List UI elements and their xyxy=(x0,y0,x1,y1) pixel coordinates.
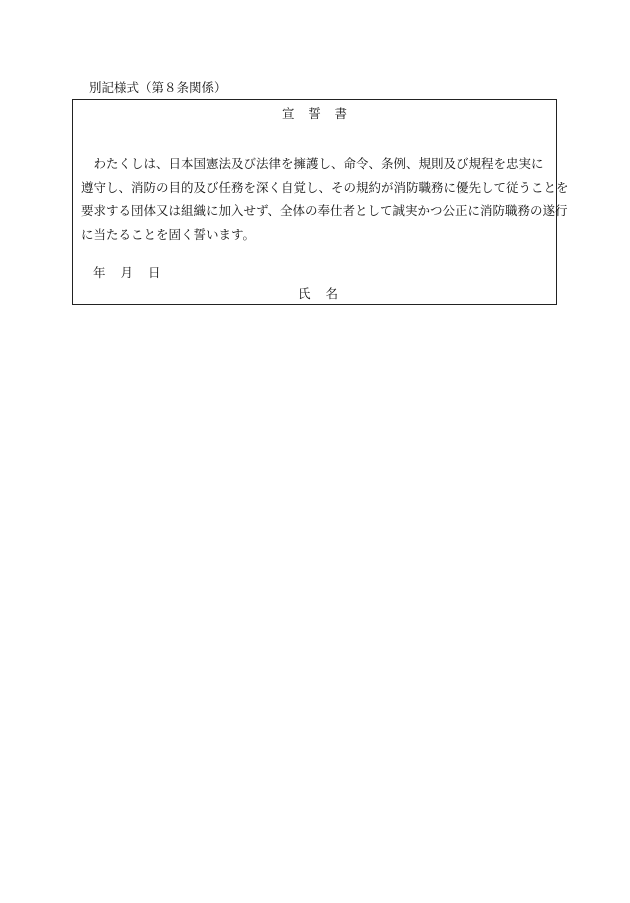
oath-body-line: 遵守し、消防の目的及び任務を深く自覚し、その規約が消防職務に優先して従うことを xyxy=(81,179,569,195)
oath-body-line: に当たることを固く誓います。 xyxy=(81,226,256,242)
oath-title: 宣誓書 xyxy=(281,106,361,121)
oath-form-box xyxy=(72,99,569,305)
oath-body xyxy=(81,152,569,246)
signature-field-label: 氏名 xyxy=(298,286,354,301)
oath-body-line: 要求する団体又は組織に加入せず、全体の奉仕者として誠実かつ公正に消防職務の遂行 xyxy=(81,203,568,218)
date-field-label: 年月日 xyxy=(93,265,176,280)
form-label: 別記様式（第８条関係） xyxy=(89,80,227,95)
oath-body-line: わたくしは、日本国憲法及び法律を擁護し、命令、条例、規則及び規程を忠実に xyxy=(93,156,544,171)
